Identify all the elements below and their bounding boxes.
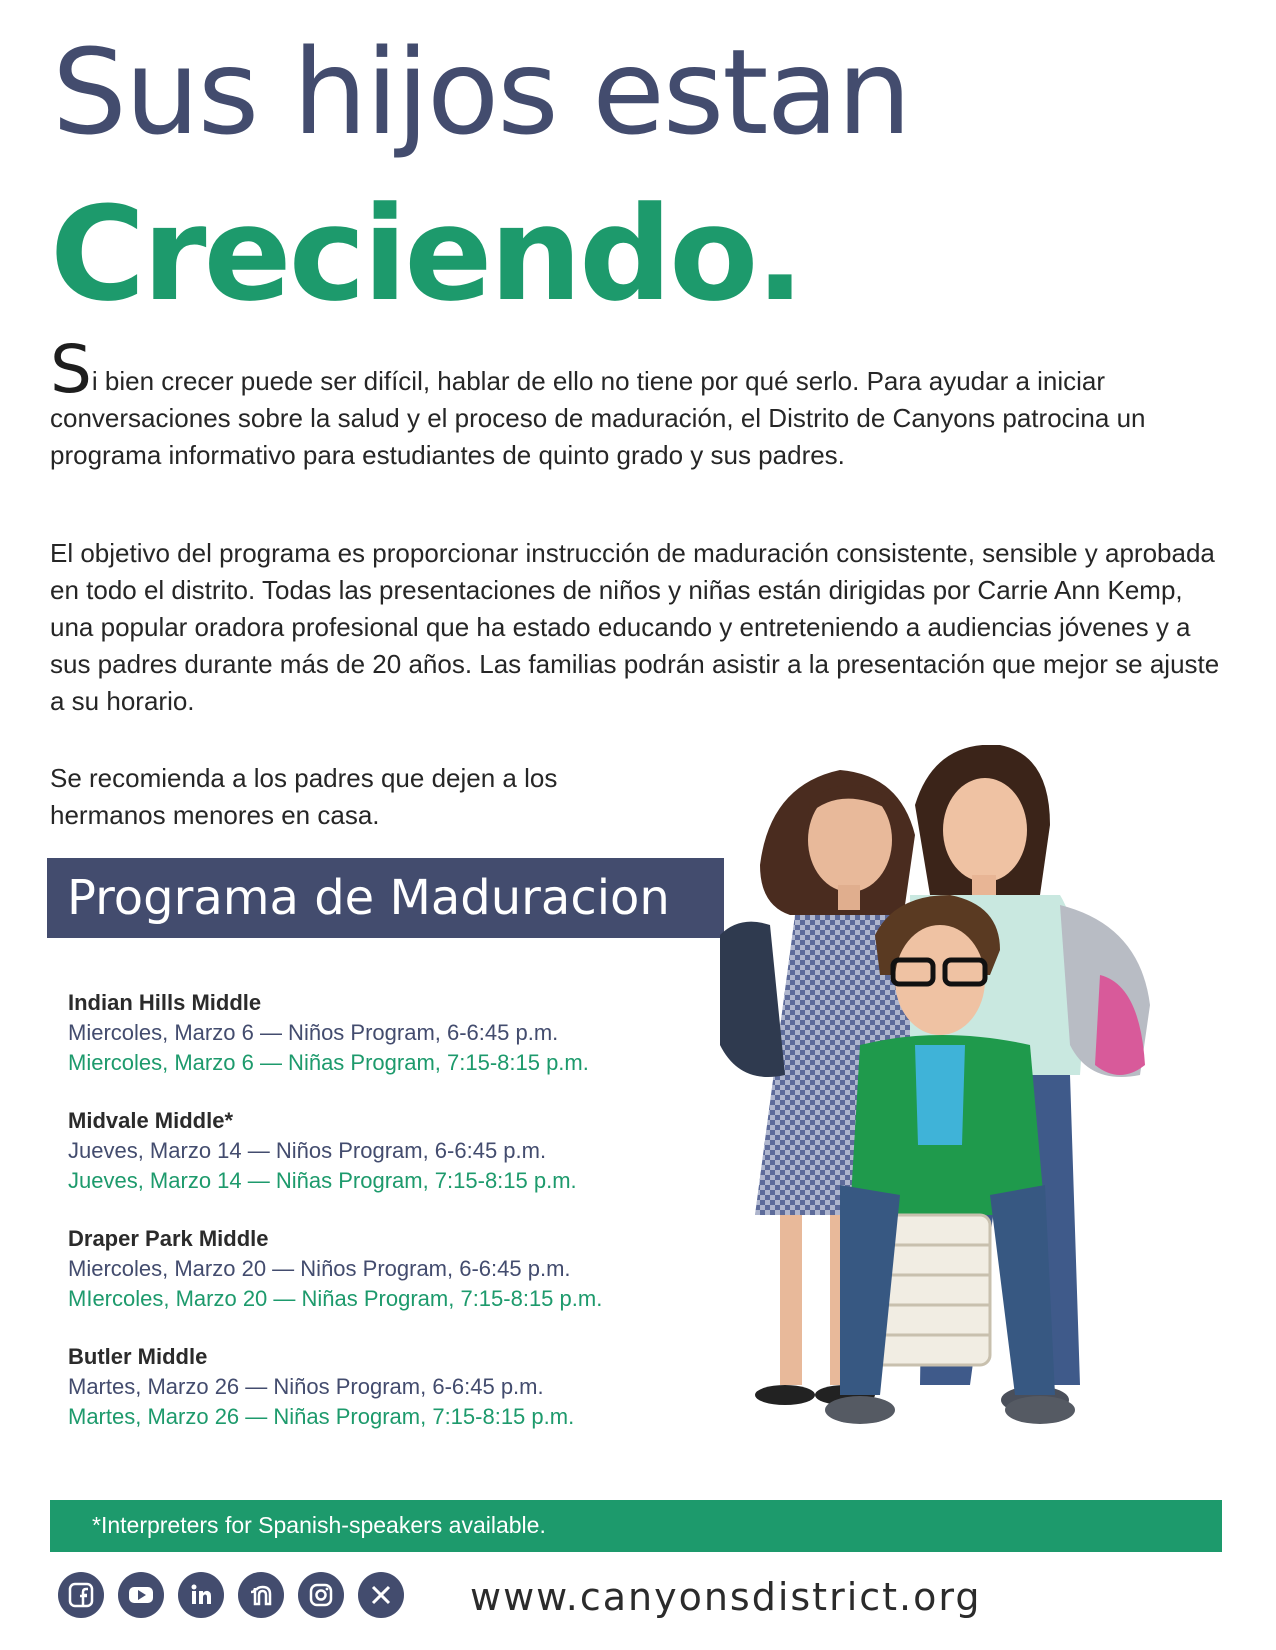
program-schedule [68, 988, 688, 1460]
headline-line-2: Creciendo. [50, 178, 802, 330]
boys-session: Martes, Marzo 26 — Niños Program, 6-6:45 p.m. [68, 1374, 544, 1399]
intro-paragraph-1 [50, 331, 1220, 474]
girls-session: Jueves, Marzo 14 — Niñas Program, 7:15-8:15 p.m. [68, 1168, 577, 1193]
intro-paragraph-2: El objetivo del programa es proporcionar instrucción de maduración consistente, sensible y aprobada en todo el distrito. Todas las presentaciones de niños y niñas están dirigidas por Carrie Ann Kemp, una popular oradora profesional que ha estado educando y entreteniendo a audiencias jóvenes y a sus padres durante más de 20 años. Las familias podrán asistir a la presentación que mejor se ajuste a su horario. [50, 538, 1220, 716]
interpreters-note: *Interpreters for Spanish-speakers available. [92, 1512, 546, 1538]
drop-cap: S [50, 331, 92, 408]
intro-paragraph-1-text: i bien crecer puede ser difícil, hablar de ello no tiene por qué serlo. Para ayudar a iniciar conversaciones sobre la salud y el proceso de maduración, el Distrito de Canyons patrocina un programa informativo para estudiantes de quinto grado y sus padres. [50, 366, 1146, 470]
youtube-icon[interactable] [118, 1572, 164, 1618]
interpreters-banner [50, 1500, 1222, 1552]
facebook-icon[interactable] [58, 1572, 104, 1618]
school-entry [68, 1224, 688, 1314]
students-photo [700, 745, 1230, 1480]
school-name: Indian Hills Middle [68, 990, 262, 1015]
instagram-icon[interactable] [298, 1572, 344, 1618]
school-name: Midvale Middle* [68, 1108, 234, 1133]
x-icon[interactable] [358, 1572, 404, 1618]
boys-session: Jueves, Marzo 14 — Niños Program, 6-6:45 p.m. [68, 1138, 547, 1163]
girls-session: Miercoles, Marzo 6 — Niñas Program, 7:15-8:15 p.m. [68, 1050, 589, 1075]
social-links [58, 1572, 404, 1618]
school-entry [68, 1106, 688, 1196]
girls-session: MIercoles, Marzo 20 — Niñas Program, 7:15-8:15 p.m. [68, 1286, 603, 1311]
school-name: Draper Park Middle [68, 1226, 269, 1251]
boys-session: Miercoles, Marzo 20 — Niños Program, 6-6:45 p.m. [68, 1256, 571, 1281]
intro-paragraph-3: Se recomienda a los padres que dejen a los hermanos menores en casa. [50, 763, 558, 830]
school-entry [68, 1342, 688, 1432]
linkedin-icon[interactable] [178, 1572, 224, 1618]
school-name: Butler Middle [68, 1344, 208, 1369]
boys-session: Miercoles, Marzo 6 — Niños Program, 6-6:45 p.m. [68, 1020, 559, 1045]
nextdoor-icon[interactable] [238, 1572, 284, 1618]
website-link[interactable]: www.canyonsdistrict.org [470, 1575, 982, 1619]
school-entry [68, 988, 688, 1078]
program-heading: Programa de Maduracion [47, 858, 724, 938]
headline-line-1: Sus hijos estan [52, 23, 910, 161]
girls-session: Martes, Marzo 26 — Niñas Program, 7:15-8:15 p.m. [68, 1404, 575, 1429]
